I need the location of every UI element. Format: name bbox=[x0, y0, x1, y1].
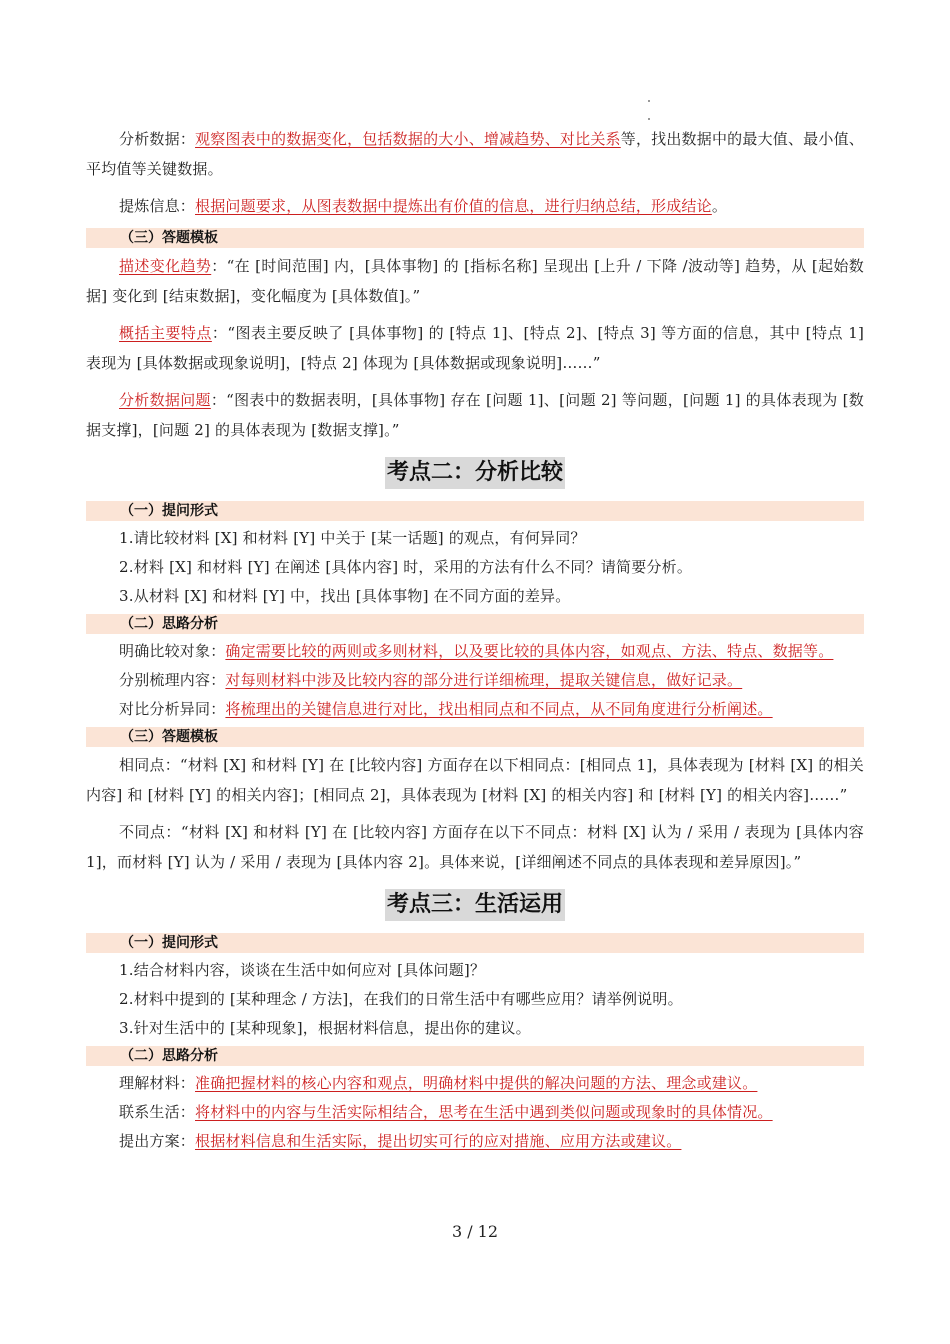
analysis-step: 提出方案：根据材料信息和生活实际，提出切实可行的应对措施、应用方法或建议。 bbox=[119, 1132, 682, 1150]
highlight-text: 将材料中的内容与生活实际相结合，思考在生活中遇到类似问题或现象时的具体情况。 bbox=[195, 1103, 773, 1121]
highlight-text: 观察图表中的数据变化，包括数据的大小、增减趋势、对比关系 bbox=[195, 130, 621, 148]
template-same: 相同点：“材料 [X] 和材料 [Y] 在 [比较内容] 方面存在以下相同点：[相同点 1]，具体表现为 [材料 [X] 的相关内容] 和 [材料 [Y] 的相关内容]；[相同点 2]，具体表现为 [材料 [X] 的相关内容] 和 [材料 [Y] 的相关内容]……” bbox=[86, 756, 864, 804]
highlight-text: 根据问题要求，从图表数据中提炼出有价值的信息，进行归纳总结，形成结论 bbox=[195, 197, 712, 215]
section-heading-kp2: 考点二：分析比较 bbox=[385, 457, 565, 489]
analysis-step: 分别梳理内容：对每则材料中涉及比较内容的部分进行详细梳理，提取关键信息，做好记录。 bbox=[119, 671, 743, 689]
highlight-text: 准确把握材料的核心内容和观点，明确材料中提供的解决问题的方法、理念或建议。 bbox=[195, 1074, 758, 1092]
highlight-text: 概括主要特点 bbox=[119, 324, 212, 342]
analysis-step: 联系生活：将材料中的内容与生活实际相结合，思考在生活中遇到类似问题或现象时的具体情况。 bbox=[119, 1103, 773, 1121]
section-heading-kp3: 考点三：生活运用 bbox=[385, 889, 565, 921]
analysis-step: 对比分析异同：将梳理出的关键信息进行对比，找出相同点和不同点，从不同角度进行分析阐述。 bbox=[119, 700, 773, 718]
subsection-bar-thinking: （二）思路分析 bbox=[86, 1046, 864, 1066]
highlight-text: 描述变化趋势 bbox=[119, 257, 212, 275]
paragraph-extract-info: 提炼信息：根据问题要求，从图表数据中提炼出有价值的信息，进行归纳总结，形成结论。 bbox=[119, 197, 728, 215]
highlight-text: 对每则材料中涉及比较内容的部分进行详细梳理，提取关键信息，做好记录。 bbox=[225, 671, 743, 689]
subsection-bar-question-form: （一）提问形式 bbox=[86, 933, 864, 953]
highlight-text: 将梳理出的关键信息进行对比，找出相同点和不同点，从不同角度进行分析阐述。 bbox=[225, 700, 773, 718]
section-heading-wrap bbox=[86, 889, 864, 921]
highlight-text: 根据材料信息和生活实际，提出切实可行的应对措施、应用方法或建议。 bbox=[195, 1132, 682, 1150]
template-features: 概括主要特点：“图表主要反映了 [具体事物] 的 [特点 1]、[特点 2]、[特点 3] 等方面的信息，其中 [特点 1] 表现为 [具体数据或现象说明]，[特点 2] 体现为 [具体数据或现象说明]……” bbox=[86, 324, 864, 372]
scan-mark bbox=[648, 118, 650, 120]
page-number: 3 / 12 bbox=[451, 1222, 499, 1241]
template-problems: 分析数据问题：“图表中的数据表明，[具体事物] 存在 [问题 1]、[问题 2] 等问题，[问题 1] 的具体表现为 [数据支撑]，[问题 2] 的具体表现为 [数据支撑]。” bbox=[86, 391, 865, 439]
question-item: 2.材料中提到的 [某种理念 / 方法]，在我们的日常生活中有哪些应用？请举例说明。 bbox=[119, 990, 683, 1008]
question-item: 3.从材料 [X] 和材料 [Y] 中，找出 [具体事物] 在不同方面的差异。 bbox=[119, 587, 571, 605]
subsection-bar-answer-template: （三）答题模板 bbox=[86, 727, 864, 747]
highlight-text: 确定需要比较的两则或多则材料，以及要比较的具体内容，如观点、方法、特点、数据等。 bbox=[225, 642, 834, 660]
subsection-bar-thinking: （二）思路分析 bbox=[86, 614, 864, 634]
scan-mark bbox=[648, 100, 650, 102]
question-item: 3.针对生活中的 [某种现象]，根据材料信息，提出你的建议。 bbox=[119, 1019, 531, 1037]
subsection-bar-question-form: （一）提问形式 bbox=[86, 501, 864, 521]
analysis-step: 理解材料：准确把握材料的核心内容和观点，明确材料中提供的解决问题的方法、理念或建议。 bbox=[119, 1074, 758, 1092]
section-heading-wrap bbox=[86, 457, 864, 489]
question-item: 1.结合材料内容，谈谈在生活中如何应对 [具体问题]？ bbox=[119, 961, 486, 979]
page-content bbox=[86, 124, 864, 1156]
highlight-text: 分析数据问题 bbox=[119, 391, 211, 409]
template-trend: 描述变化趋势：“在 [时间范围] 内，[具体事物] 的 [指标名称] 呈现出 [上升 / 下降 /波动等] 趋势，从 [起始数据] 变化到 [结束数据]，变化幅度为 [具体数值]。” bbox=[86, 257, 864, 305]
paragraph-analyze-data: 分析数据：观察图表中的数据变化，包括数据的大小、增减趋势、对比关系等，找出数据中的最大值、最小值、平均值等关键数据。 bbox=[86, 130, 864, 178]
question-item: 2.材料 [X] 和材料 [Y] 在阐述 [具体内容] 时，采用的方法有什么不同？请简要分析。 bbox=[119, 558, 693, 576]
template-diff: 不同点：“材料 [X] 和材料 [Y] 在 [比较内容] 方面存在以下不同点：材料 [X] 认为 / 采用 / 表现为 [具体内容 1]，而材料 [Y] 认为 / 采用 / 表现为 [具体内容 2]。具体来说，[详细阐述不同点的具体表现和差异原因]。” bbox=[86, 823, 864, 871]
analysis-step: 明确比较对象：确定需要比较的两则或多则材料，以及要比较的具体内容，如观点、方法、特点、数据等。 bbox=[119, 642, 834, 660]
question-item: 1.请比较材料 [X] 和材料 [Y] 中关于 [某一话题] 的观点，有何异同？ bbox=[119, 529, 586, 547]
subsection-bar-answer-template: （三）答题模板 bbox=[86, 228, 864, 248]
